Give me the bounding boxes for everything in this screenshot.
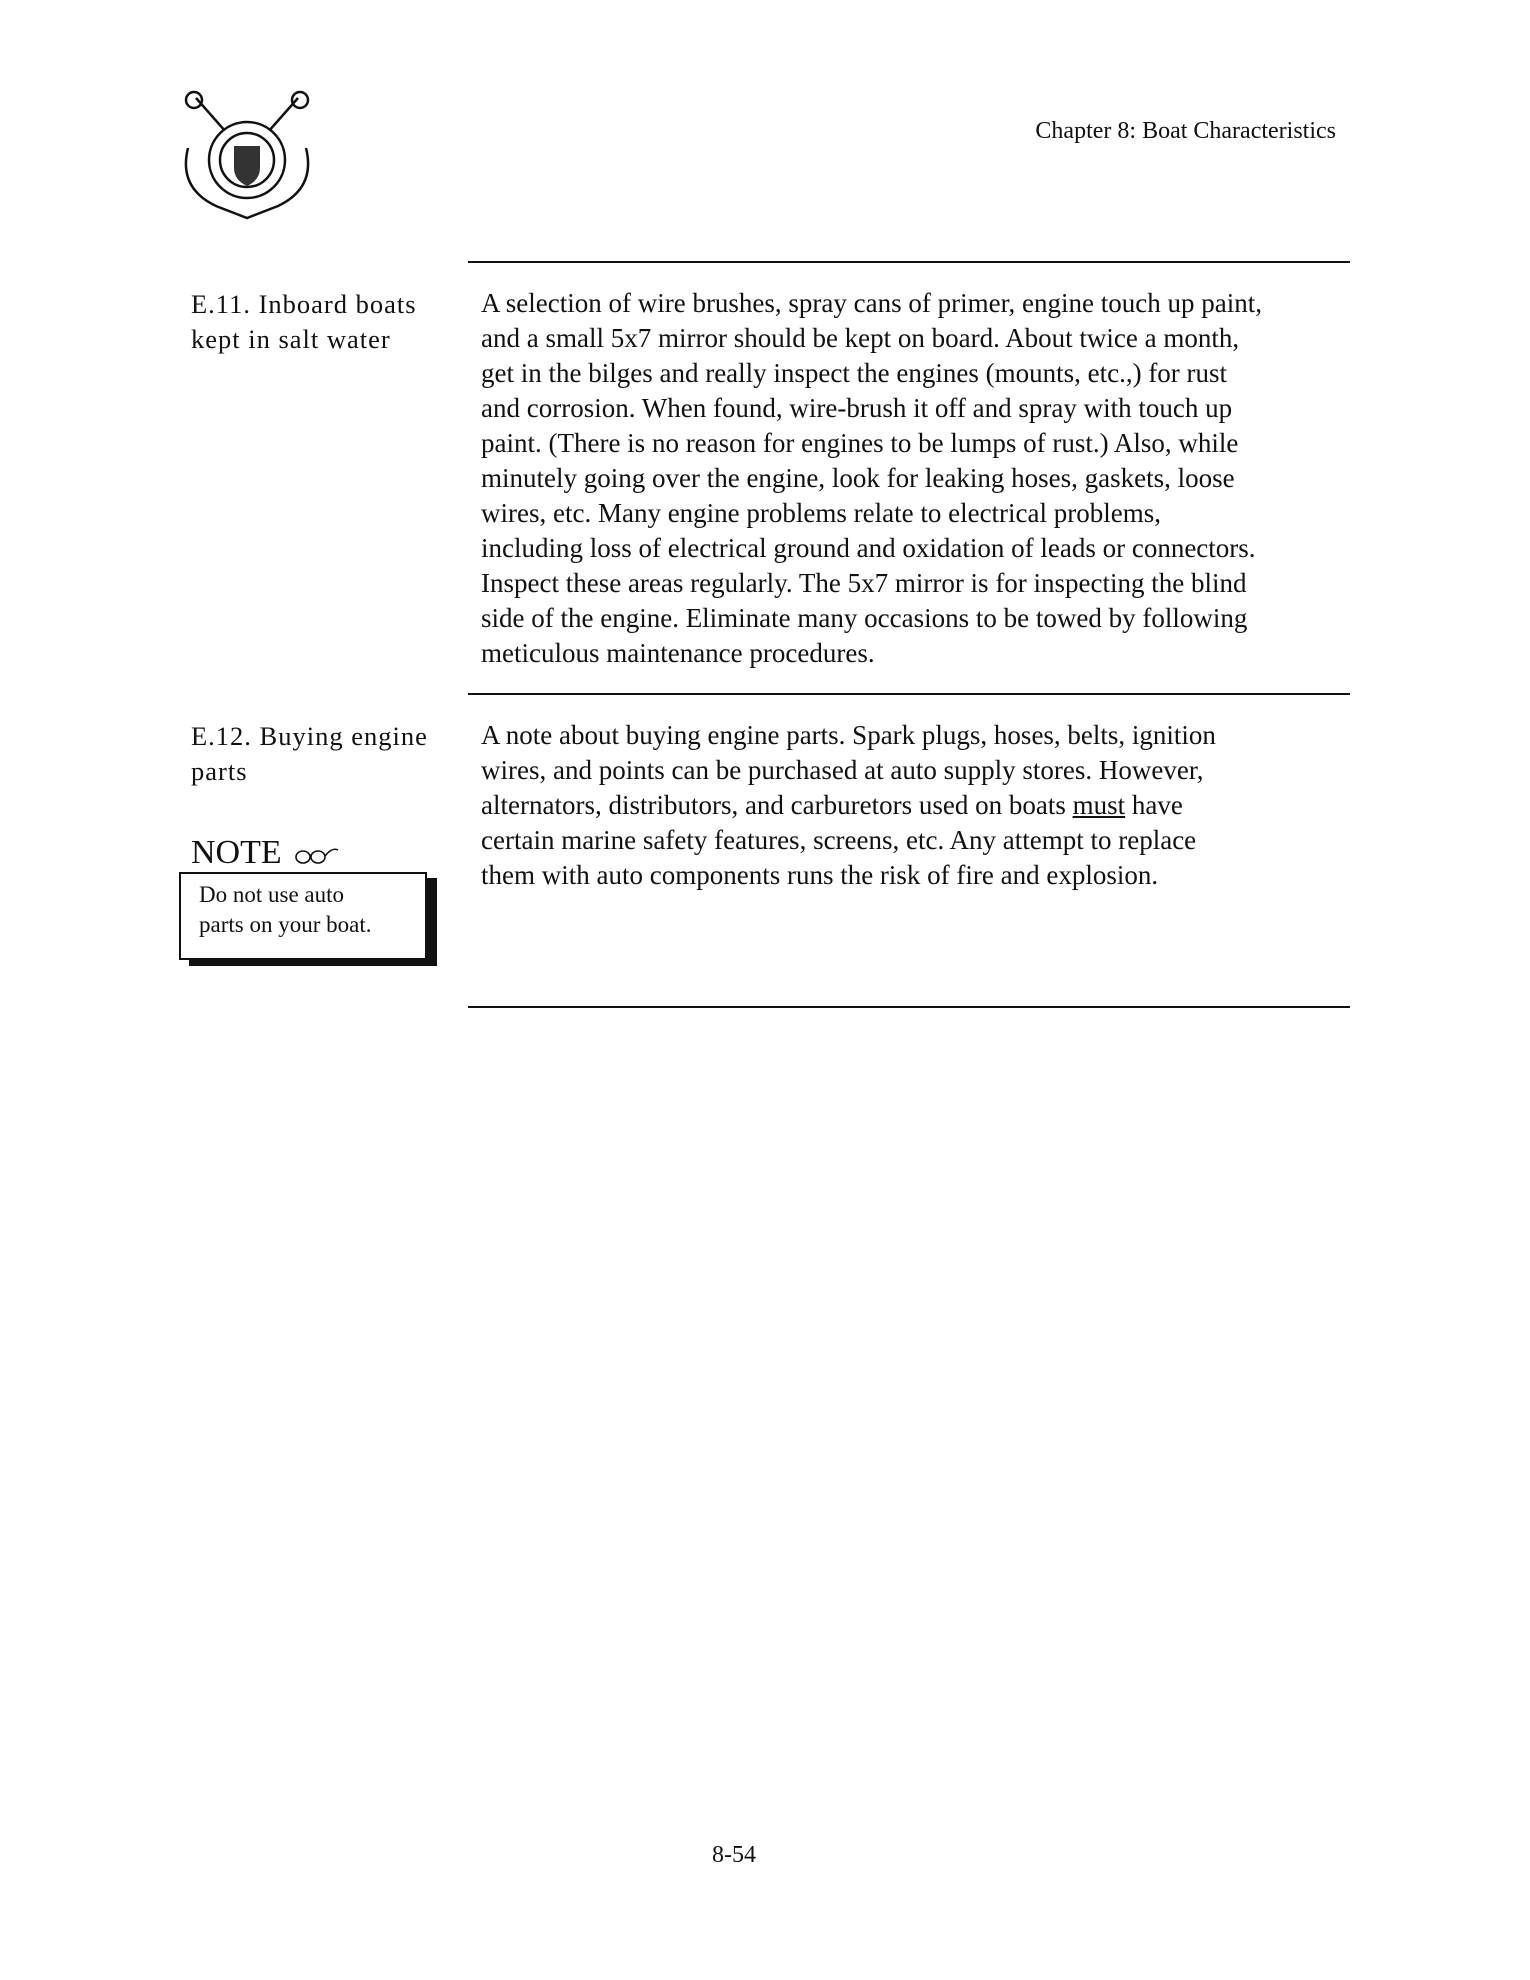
text-line: A note about buying engine parts. Spark plugs, hoses, belts, ignition	[481, 720, 1216, 750]
text-line: wires, etc. Many engine problems relate to electrical problems,	[481, 498, 1161, 528]
text-line	[481, 788, 1361, 823]
divider	[468, 261, 1350, 263]
note-box	[179, 872, 427, 960]
text-line: meticulous maintenance procedures.	[481, 638, 875, 668]
glasses-icon	[294, 845, 340, 865]
text-line: Inspect these areas regularly. The 5x7 mirror is for inspecting the blind	[481, 568, 1247, 598]
text-line: wires, and points can be purchased at auto supply stores. However,	[481, 755, 1204, 785]
note-heading	[191, 834, 340, 872]
label-line: parts	[191, 756, 248, 786]
section-body	[481, 286, 1361, 671]
text-line: side of the engine. Eliminate many occasions to be towed by following	[481, 603, 1248, 633]
divider	[468, 693, 1350, 695]
text-segment: alternators, distributors, and carburetors used on boats	[481, 790, 1073, 820]
text-line: minutely going over the engine, look for leaking hoses, gaskets, loose	[481, 463, 1235, 493]
note-line: parts on your boat.	[199, 912, 372, 937]
text-line: certain marine safety features, screens, etc. Any attempt to replace	[481, 825, 1197, 855]
divider	[468, 1006, 1350, 1008]
label-line: E.11. Inboard boats	[191, 289, 417, 319]
section-body	[481, 718, 1361, 893]
text-line: them with auto components runs the risk of fire and explosion.	[481, 860, 1159, 890]
note-line: Do not use auto	[199, 882, 345, 907]
note-title: NOTE	[191, 834, 282, 871]
page-number: 8-54	[712, 1842, 756, 1868]
text-line: A selection of wire brushes, spray cans of primer, engine touch up paint,	[481, 288, 1262, 318]
text-segment: have	[1125, 790, 1183, 820]
emphasis-must: must	[1072, 790, 1126, 820]
section-label	[191, 287, 471, 357]
text-line: paint. (There is no reason for engines to be lumps of rust.) Also, while	[481, 428, 1239, 458]
text-line: including loss of electrical ground and oxidation of leads or connectors.	[481, 533, 1256, 563]
text-line: and a small 5x7 mirror should be kept on board. About twice a month,	[481, 323, 1240, 353]
section-label	[191, 719, 471, 789]
label-line: E.12. Buying engine	[191, 721, 428, 751]
text-line: and corrosion. When found, wire-brush it off and spray with touch up	[481, 393, 1233, 423]
text-line: get in the bilges and really inspect the engines (mounts, etc.,) for rust	[481, 358, 1228, 388]
label-line: kept in salt water	[191, 324, 391, 354]
coast-guard-seal-logo	[176, 88, 318, 222]
chapter-header: Chapter 8: Boat Characteristics	[1035, 118, 1336, 144]
